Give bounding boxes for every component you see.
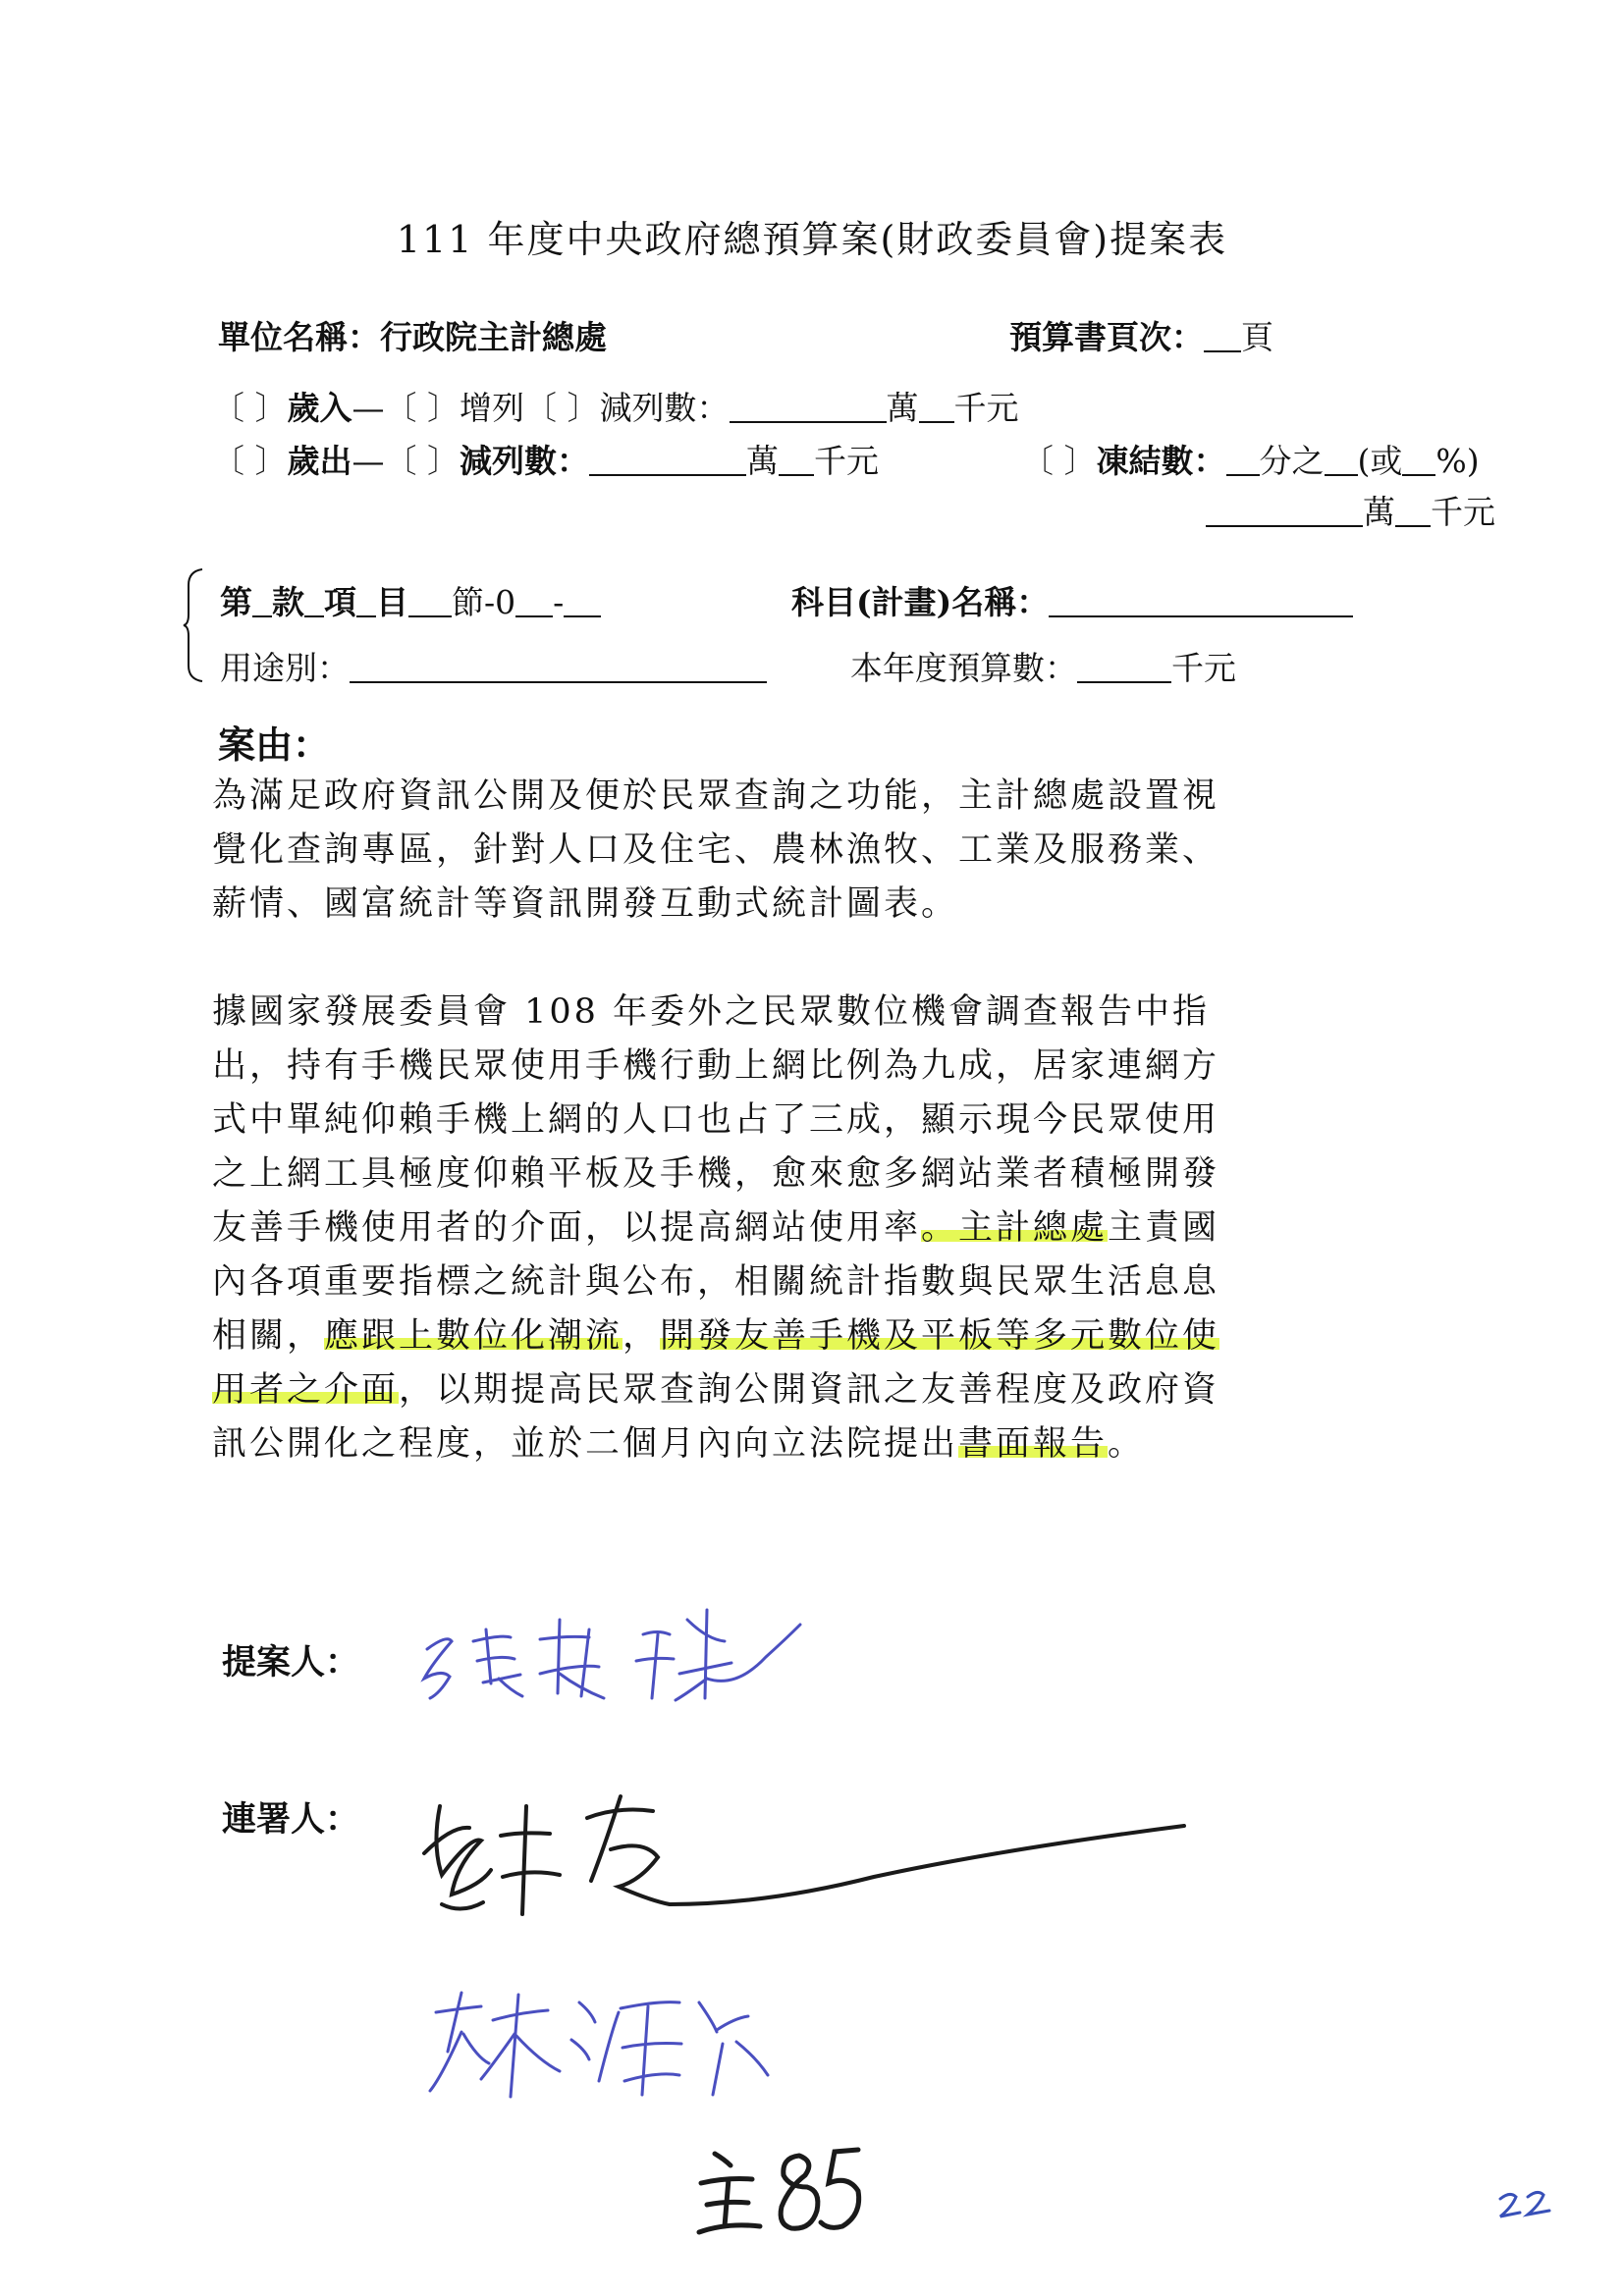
- item-kuan: 款: [272, 583, 304, 621]
- p2-line-5-c: 主責國: [1108, 1208, 1220, 1248]
- unit-name: [218, 312, 607, 358]
- p2-line-7-c: ，: [623, 1316, 661, 1356]
- kuan-blank: [252, 588, 272, 617]
- budget-label: 本年度預算數：: [850, 649, 1077, 687]
- revenue-wan: 萬: [886, 389, 919, 427]
- reason-paragraph-1: [212, 770, 1420, 932]
- p1-line-1: 為滿足政府資訊公開及便於民眾查詢之功能，主計總處設置視: [212, 776, 1220, 816]
- page-number-image: [1494, 2185, 1563, 2224]
- p2-line-6: 內各項重要指標之統計與公布，相關統計指數與民眾生活息息: [212, 1262, 1220, 1302]
- mu-blank: [356, 588, 376, 617]
- expense-decrease-bracket: 〔 〕: [384, 442, 460, 480]
- highlight-digital-trend: 應跟上數位化潮流: [324, 1316, 623, 1356]
- jie-code-blank2: [564, 588, 601, 617]
- expense-dash: —: [352, 442, 385, 480]
- p2-line-5-a: 友善手機使用者的介面，以提高網站使用率: [212, 1208, 922, 1248]
- bottom-note-image: [691, 2136, 868, 2244]
- p1-line-3: 薪情、國富統計等資訊開發互動式統計圖表。: [212, 884, 959, 924]
- expense-line: [212, 436, 879, 482]
- item-dash: -: [553, 583, 565, 621]
- p2-line-5: [212, 1201, 1420, 1255]
- expense-qian: 千元: [814, 442, 879, 480]
- increase-bracket: 〔 〕: [384, 389, 460, 427]
- item-di: 第: [220, 583, 252, 621]
- reason-heading: 案由：: [218, 722, 331, 767]
- page-blank: [1204, 323, 1241, 352]
- p1-line-2: 覺化查詢專區，針對人口及住宅、農林漁牧、工業及服務業、: [212, 830, 1220, 870]
- freeze-bracket: 〔 〕: [1021, 442, 1097, 480]
- freeze-line: [1021, 436, 1480, 482]
- revenue-line: [212, 383, 1019, 429]
- expense-amount-blank: [589, 447, 746, 476]
- p2-line-4: 之上網工具極度仰賴平板及手機，愈來愈多網站業者積極開發: [212, 1154, 1220, 1194]
- unit-label: 單位名稱：: [218, 318, 380, 356]
- highlight-dgbas: 。主計總處: [921, 1208, 1109, 1248]
- p2-line-9-c: 。: [1108, 1424, 1146, 1464]
- p2-line-1: 據國家發展委員會 108 年委外之民眾數位機會調查報告中指: [212, 992, 1211, 1032]
- freeze-denominator-blank: [1226, 447, 1260, 476]
- usage-label: 用途別：: [220, 649, 350, 687]
- highlight-written-report: 書面報告: [958, 1424, 1109, 1464]
- increase-label: 增列: [460, 389, 524, 427]
- p2-line-3: 式中單純仰賴手機上網的人口也占了三成，顯示現今民眾使用: [212, 1100, 1220, 1140]
- item-jie: 節-0: [452, 583, 516, 621]
- expense-label: 歲出: [287, 442, 352, 480]
- usage-line: [220, 643, 767, 689]
- decrease-label: 減列數：: [599, 389, 730, 427]
- highlight-user-interface: 用者之介面: [212, 1370, 400, 1410]
- xiang-blank: [304, 588, 324, 617]
- cosigner-label: 連署人：: [222, 1799, 360, 1840]
- proposer-label: 提案人：: [222, 1642, 360, 1682]
- item-xiang: 項: [324, 583, 356, 621]
- budget-amount-line: [850, 643, 1236, 689]
- subject-label: 科目(計畫)名稱：: [791, 583, 1050, 621]
- p2-line-7-a: 相關，: [212, 1316, 325, 1356]
- revenue-dash: —: [352, 389, 385, 427]
- reason-paragraph-2: [212, 986, 1420, 1471]
- highlight-develop-interface: 開發友善手機及平板等多元數位使: [660, 1316, 1220, 1356]
- freeze-amount-line: [1206, 487, 1495, 533]
- cosigner-signature-2-image: [422, 1973, 795, 2110]
- usage-blank: [350, 654, 767, 683]
- budget-blank: [1077, 654, 1171, 683]
- freeze-qian: 千元: [1431, 493, 1495, 531]
- freeze-percent-blank: [1402, 447, 1435, 476]
- freeze-amount-blank: [1206, 498, 1363, 527]
- revenue-qian: 千元: [953, 389, 1019, 427]
- jie-code-blank1: [515, 588, 553, 617]
- expense-qian-blank: [779, 447, 814, 476]
- page-suffix: 頁: [1241, 318, 1273, 356]
- budget-unit: 千元: [1171, 649, 1236, 687]
- item-brace: [183, 567, 204, 683]
- jie-blank: [408, 588, 452, 617]
- freeze-percent: %): [1435, 442, 1480, 480]
- p2-line-7: [212, 1309, 1420, 1363]
- subject-name-line: [791, 577, 1353, 623]
- p2-line-8: [212, 1363, 1420, 1417]
- expense-wan: 萬: [746, 442, 779, 480]
- decrease-bracket: 〔 〕: [524, 389, 600, 427]
- freeze-label: 凍結數：: [1096, 442, 1226, 480]
- revenue-label: 歲入: [287, 389, 352, 427]
- p2-line-8-b: ，以期提高民眾查詢公開資訊之友善程度及政府資: [399, 1370, 1220, 1410]
- p2-line-9-a: 訊公開化之程度，並於二個月內向立法院提出: [212, 1424, 959, 1464]
- freeze-fraction: 分之: [1259, 442, 1325, 480]
- expense-bracket: 〔 〕: [212, 442, 288, 480]
- unit-value: 行政院主計總處: [380, 318, 607, 356]
- page-label: 預算書頁次：: [1009, 318, 1204, 356]
- budget-page: [1009, 312, 1273, 358]
- revenue-bracket: 〔 〕: [212, 389, 288, 427]
- freeze-qian-blank: [1395, 498, 1431, 527]
- expense-decrease-label: 減列數：: [460, 442, 589, 480]
- p2-line-9: [212, 1417, 1420, 1471]
- freeze-or: (或: [1357, 442, 1403, 480]
- revenue-amount-blank: [730, 394, 887, 423]
- item-code-line: [220, 577, 601, 623]
- cosigner-signature-1-image: [412, 1767, 1218, 1944]
- subject-blank: [1049, 588, 1353, 617]
- proposer-signature-image: [412, 1580, 825, 1708]
- p2-line-2: 出，持有手機民眾使用手機行動上網比例為九成，居家連網方: [212, 1046, 1220, 1086]
- page-title: 111 年度中央政府總預算案(財政委員會)提案表: [396, 218, 1228, 261]
- freeze-numerator-blank: [1325, 447, 1358, 476]
- freeze-wan: 萬: [1363, 493, 1395, 531]
- revenue-qian-blank: [919, 394, 954, 423]
- item-mu: 目: [376, 583, 408, 621]
